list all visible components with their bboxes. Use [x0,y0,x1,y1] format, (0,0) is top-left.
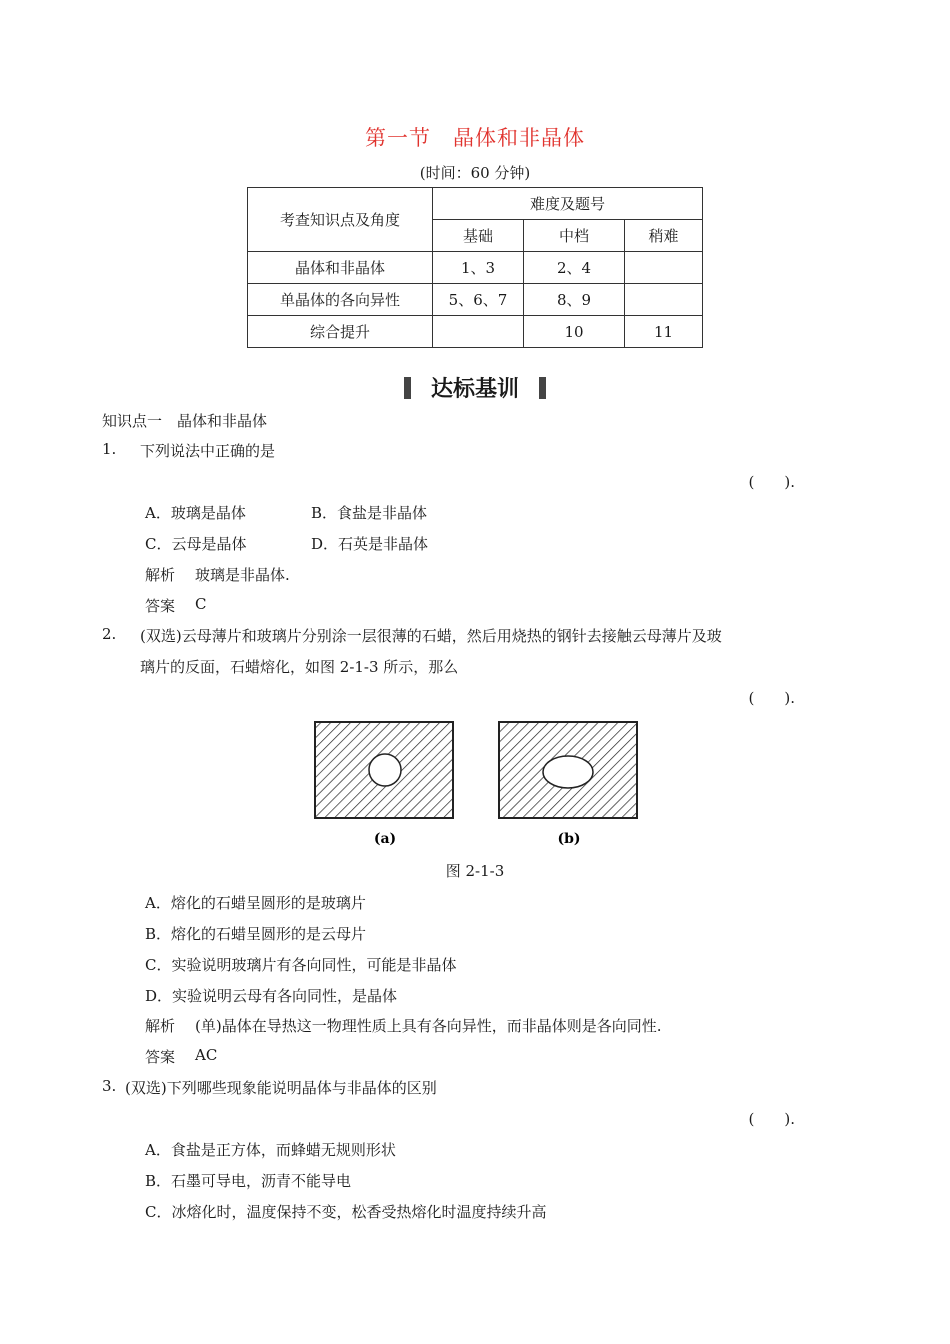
q2-analysis: (单)晶体在导热这一物理性质上具有各向异性，而非晶体则是各向同性. [195,1017,662,1035]
q3-option-a: A．食盐是正方体，而蜂蜡无规则形状 [145,1141,396,1159]
figure-caption: 图 2-1-3 [445,862,505,880]
q2-option-a: A．熔化的石蜡呈圆形的是玻璃片 [145,894,366,912]
section-heading-text: 达标基训 [430,377,519,402]
wax-melting-figure [313,720,639,850]
q3-number: 3. [102,1077,117,1095]
figure-panel-b [499,722,637,818]
table-cell-topic: 晶体和非晶体 [248,252,433,284]
q2-option-b: B．熔化的石蜡呈圆形的是云母片 [145,925,367,943]
q2-stem-line2: 璃片的反面，石蜡熔化，如图 2-1-3 所示，那么 [140,658,459,676]
heading-bar-left [404,377,411,399]
table-cell-basic: 1、3 [433,252,524,284]
table-row [248,252,703,284]
table-header-topic: 考查知识点及角度 [248,188,433,252]
table-row [248,284,703,316]
q1-option-c: C．云母是晶体 [145,535,247,553]
q3-answer-paren: ( ). [748,1110,795,1128]
table-cell-basic: 5、6、7 [433,284,524,316]
table-cell-topic: 单晶体的各向异性 [248,284,433,316]
knowledge-point-label: 知识点一 晶体和非晶体 [102,412,268,430]
table-cell-hard: 11 [625,316,703,348]
q2-number: 2. [102,625,117,643]
q2-option-d: D．实验说明云母有各向同性，是晶体 [145,987,398,1005]
table-cell-mid: 2、4 [524,252,625,284]
q2-analysis-label: 解析 [145,1017,176,1035]
q3-stem: (双选)下列哪些现象能说明晶体与非晶体的区别 [125,1079,437,1097]
q2-answer-label: 答案 [145,1048,176,1066]
q1-answer: C [195,595,207,613]
q2-option-c: C．实验说明玻璃片有各向同性，可能是非晶体 [145,956,457,974]
q1-number: 1. [102,440,117,458]
q2-answer: AC [195,1046,218,1064]
page-title: 第一节 晶体和非晶体 [365,126,585,150]
q3-option-b: B．石墨可导电，沥青不能导电 [145,1172,352,1190]
section-heading [0,372,950,403]
elliptical-melt-region [543,756,593,788]
table-row [248,316,703,348]
time-note: (时间：60 分钟) [419,164,531,182]
q1-option-a: A．玻璃是晶体 [145,504,246,522]
table-level-basic: 基础 [433,220,524,252]
table-cell-hard [625,252,703,284]
table-level-hard: 稍难 [625,220,703,252]
q1-stem: 下列说法中正确的是 [140,442,276,460]
heading-bar-right [539,377,546,399]
table-header-difficulty: 难度及题号 [433,188,703,220]
figure-label-b: (b) [557,831,581,847]
table-cell-mid: 8、9 [524,284,625,316]
table-level-mid: 中档 [524,220,625,252]
q1-answer-label: 答案 [145,597,176,615]
table-cell-basic [433,316,524,348]
q2-stem-line1: (双选)云母薄片和玻璃片分别涂一层很薄的石蜡，然后用烧热的钢针去接触云母薄片及玻 [140,627,722,645]
table-cell-hard [625,284,703,316]
q3-option-c: C．冰熔化时，温度保持不变，松香受热熔化时温度持续升高 [145,1203,547,1221]
round-melt-region [369,754,401,786]
q1-option-b: B．食盐是非晶体 [311,504,428,522]
q2-answer-paren: ( ). [748,689,795,707]
figure-panel-a [315,722,453,818]
q1-analysis-label: 解析 [145,566,176,584]
table-cell-mid: 10 [524,316,625,348]
q1-option-d: D．石英是非晶体 [311,535,429,553]
table-cell-topic: 综合提升 [248,316,433,348]
figure-label-a: (a) [373,831,397,847]
knowledge-table [247,187,703,348]
q1-answer-paren: ( ). [748,473,795,491]
q1-analysis: 玻璃是非晶体. [195,566,290,584]
